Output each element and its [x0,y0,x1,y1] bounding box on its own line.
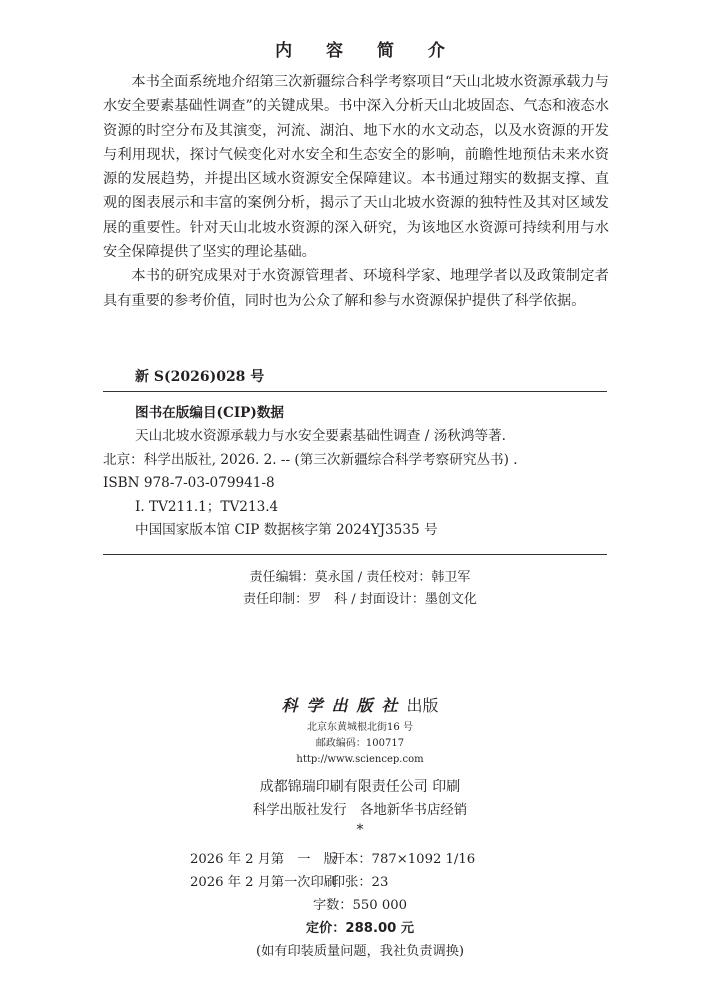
publisher-address: 北京东黄城根北街16 号 [307,722,413,733]
cip-publisher-line: 北京：科学出版社, 2026. 2. -- (第三次新疆综合科学考察研究丛书) . [103,451,518,468]
price: 定价：288.00 元 [305,921,415,936]
separator-star: * [356,822,364,838]
publisher [0,693,720,716]
publisher-logo: 科学出版社 [281,696,407,715]
notice: (如有印装质量问题，我社负责调换) [255,944,465,959]
specs [190,848,475,894]
sheets: 印张：23 [332,875,389,890]
format: 开本：787×1092 1/16 [332,852,476,867]
printing-info [0,775,720,823]
intro-paragraph: 本书全面系统地介绍第三次新疆综合科学考察项目“天山北坡水资源承载力与水安全要素基础性调查”的关键成果。书中深入分析天山北坡固态、气态和液态水资源的时空分布及其演变，河流、湖泊、地下水的水文动态，以及水资源的开发与利用现状，探讨气候变化对水安全和生态安全的影响，前瞻性地预估未来水资源的发展趋势，并提出区域水资源安全保障建议。本书通过翔实的数据支撑、直观的图表展示和丰富的案例分析，揭示了天山北坡水资源的独特性及其对区域发展的重要性。针对天山北坡水资源的深入研究，为该地区水资源可持续利用与水安全保障提供了坚实的理论基础。 [103,74,609,261]
distribution-line: 科学出版社发行 各地新华书店经销 [252,803,468,818]
credits-printing-line: 责任印制：罗 科 / 封面设计：墨创文化 [243,592,477,607]
edition: 2026 年 2 月第 一 版 [190,852,337,867]
cip-heading: 图书在版编目(CIP)数据 [135,405,285,421]
cip-record: 中国国家版本馆 CIP 数据核字第 2024YJ3535 号 [135,522,438,539]
intro-paragraph: 本书的研究成果对于水资源管理者、环境科学家、地理学者以及政策制定者具有重要的参考价值，同时也为公众了解和参与水资源保护提供了科学依据。 [103,268,609,309]
approval-code: 新 S(2026)028 号 [135,369,265,385]
printer-line: 成都锦瑞印刷有限责任公司 印刷 [259,779,461,795]
divider [103,391,607,392]
intro-section [103,70,609,313]
credits-editor-line: 责任编辑：莫永国 / 责任校对：韩卫军 [249,570,471,585]
credits [0,567,720,611]
divider [103,554,607,555]
impression: 2026 年 2 月第一次印刷 [190,875,337,890]
page-title: 内 容 简 介 [275,41,459,61]
word-count: 字数：550 000 [312,898,408,913]
publisher-website: http://www.sciencep.com [296,754,424,765]
publisher-postcode: 邮政编码：100717 [315,738,405,749]
cip-isbn: ISBN 978-7-03-079941-8 [103,475,275,492]
cip-block [103,402,609,542]
publisher-suffix: 出版 [406,696,439,715]
cip-classification: Ⅰ. TV211.1；TV213.4 [135,498,279,515]
cip-title-line: 天山北坡水资源承载力与水安全要素基础性调查 / 汤秋鸿等著. [135,428,506,445]
